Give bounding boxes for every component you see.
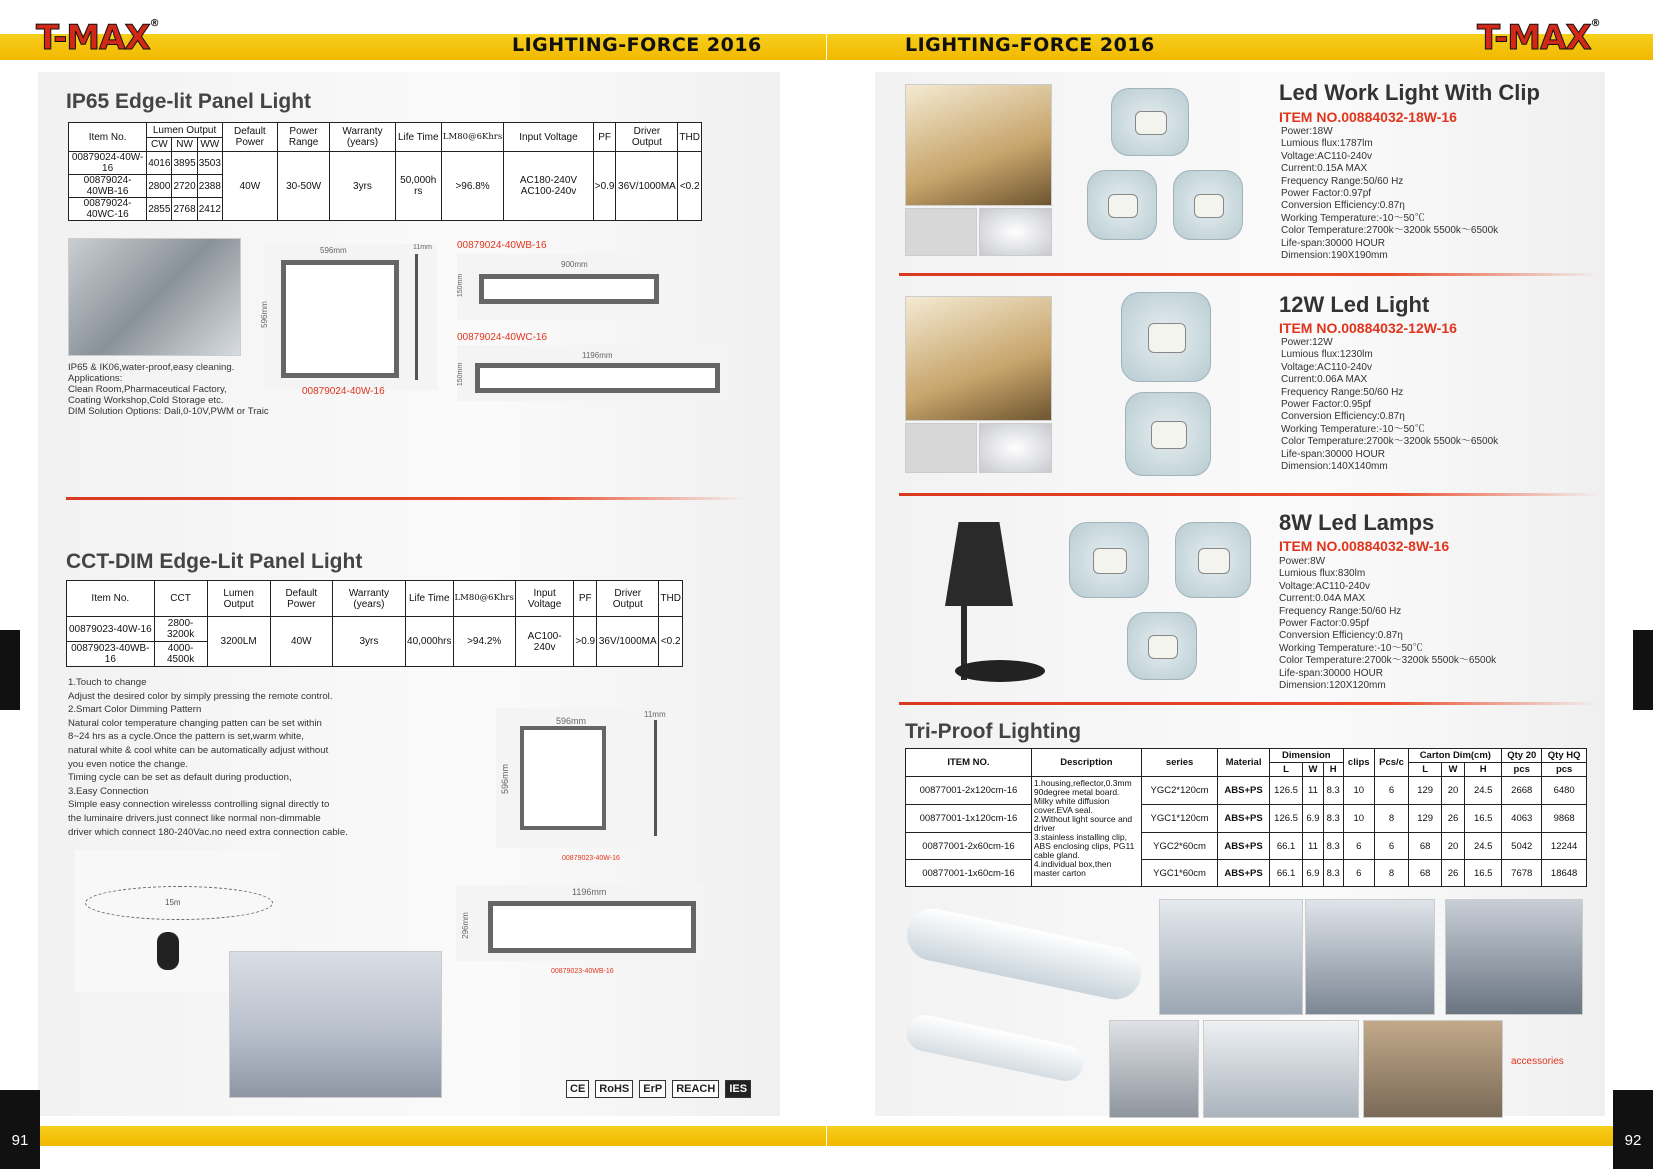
reach-mark: REACH — [672, 1080, 719, 1098]
footer-bar — [38, 1126, 826, 1146]
erp-mark: ErP — [639, 1080, 666, 1098]
cct-panel-drawing-wb: 1196mm 296mm — [456, 885, 704, 961]
tri-proof-inner-photo — [1203, 1020, 1359, 1118]
8w-title: 8W Led Lamps — [1279, 510, 1435, 535]
left-page — [0, 0, 826, 1169]
brand-logo: T-MAX® — [36, 18, 159, 58]
room-photo-12w — [905, 296, 1052, 421]
panel-label-40wc: 00879024-40WC-16 — [457, 332, 548, 343]
cct-description: 1.Touch to change Adjust the desired color by simply pressing the remote control. 2.Smart Color Dimming Pattern Natural color temperature changing patten can be set within 8~24 hrs as a cycle.Once the pattern is set,warm white, natural white & cool white can be automatically adjust without you even notice the change. Timing cycle can be set as default during production, 3.Easy Connection Simple easy connection wirelesss controlling signal directly to the luminaire drivers.just connect like normal non-dimmable driver which connect 180-240Vac.no need extra connection cable. — [68, 677, 348, 838]
spray-booth-photo — [68, 238, 241, 356]
header-title: LIGHTING-FORCE 2016 — [512, 34, 762, 56]
right-page — [827, 0, 1653, 1169]
ceiling-lamp-photo-12w — [979, 423, 1052, 473]
ce-mark: CE — [566, 1080, 589, 1098]
cct-spec-table: Item No. CCT Lumen Output Default Power Warranty (years) Life Time LM80@6Khrs Input Voltage PF Driver Output THD 00879023-40W-16 2800-3200k 3200LM 40W 3yrs 40,000hrs >94.2% AC100-240v >0.9 36V/1000MA <0.2 00879023-40WB-16 4000-4500k — [66, 580, 683, 667]
certification-logos — [566, 1076, 751, 1102]
tri-proof-table: ITEM NO. Description series Material Dimension clips Pcs/c Carton Dim(cm) Qty 20 Qty HQ L W H L W H pcs pcs 00877001-2x120cm-16 1.housing,reflector,0.3mm 90degree metal board. Milky white diffusion cover.EVA seal. 2.Without light source and driver 3.stainless installing clip, ABS enclosing clips, PG11 cable gland. 4.individual box,then master carton YGC2*120cm ABS+PS 126.5 11 8.3 10 6 129 20 24.5 2668 6480 00877001-1x120cm-16 YGC1*120cm ABS+PS 126.5 6.9 8.3 10 8 129 26 16.5 4063 9868 00877001-2x60cm-16 YGC2*60cm ABS+PS 66.1 11 8.3 6 6 68 20 24.5 5042 12244 00877001-1x60cm-16 YGC1*60cm ABS+PS 66.1 6.9 8.3 6 8 68 26 16.5 7678 18648 — [905, 748, 1587, 887]
side-tab — [0, 630, 20, 710]
led-module-8w-c — [1127, 612, 1197, 680]
panel-label-40wb: 00879024-40WB-16 — [457, 240, 547, 251]
cct-label-40wb: 00879023-40WB-16 — [551, 968, 614, 975]
work-light-item-no: ITEM NO.00884032-18W-16 — [1279, 109, 1457, 125]
hospital-room-photo — [229, 951, 442, 1098]
led-module-18w — [1111, 88, 1189, 156]
section-divider — [899, 493, 1599, 496]
ip65-spec-table: Item No. Lumen Output Default Power Power Range Warranty (years) Life Time LM80@6Khrs Input Voltage PF Driver Output THD CW NW WW 00879024-40W-16 4016 3895 3503 40W 30-50W 3yrs 50,000h rs >96.8% AC180-240V AC100-240v >0.9 36V/1000MA <0.2 00879024-40WB-16 2800 2720 2388 00879024-40WC-16 2855 2768 2412 — [68, 122, 702, 221]
ceiling-lamp-photo-18w — [979, 208, 1052, 256]
panel-drawing-wb: 900mm 150mm — [457, 254, 677, 320]
panel-drawing: 596mm 596mm 11mm — [265, 244, 437, 390]
cct-panel-drawing: 596mm 596mm 11mm — [496, 708, 680, 848]
wireless-diagram: 15m — [75, 850, 281, 992]
section-divider — [899, 702, 1599, 705]
led-module-12w — [1121, 292, 1211, 382]
tri-proof-end-cap-photo — [1109, 1020, 1199, 1118]
page-number-left: 91 — [0, 1090, 40, 1169]
work-light-title: Led Work Light With Clip — [1279, 80, 1540, 105]
room-photo-18w — [905, 84, 1052, 206]
brand-logo: T-MAX® — [1477, 18, 1600, 58]
wall-lamp-base — [955, 660, 1045, 682]
ip65-description: IP65 & IK06,water-proof,easy cleaning. Applications: Clean Room,Pharmaceutical Factory, Coating Workshop,Cold Storage etc. DIM Solution Options: Dali,0-10V,PWM or Traic — [68, 362, 269, 417]
cct-label-40w: 00879023-40W-16 — [562, 855, 620, 862]
section-divider — [899, 273, 1599, 276]
accessories-photo — [1363, 1020, 1503, 1118]
ies-mark: IES — [725, 1080, 751, 1098]
led-module-8w — [1069, 522, 1149, 598]
page-number-right: 92 — [1613, 1090, 1653, 1169]
tri-proof-title: Tri-Proof Lighting — [905, 720, 1082, 743]
tri-proof-description: 1.housing,reflector,0.3mm 90degree metal board. Milky white diffusion cover.EVA seal. 2.Without light source and driver 3.stainless installing clip, ABS enclosing clips, PG11 cable gland. 4.individual box,then master carton — [1031, 777, 1141, 887]
cct-title: CCT-DIM Edge-Lit Panel Light — [66, 550, 363, 573]
ip65-title: IP65 Edge-lit Panel Light — [66, 90, 312, 113]
tri-proof-photo-1 — [1159, 899, 1303, 1015]
accessories-label: accessories — [1511, 1056, 1564, 1067]
led-module-18w-b — [1087, 170, 1157, 240]
header-title: LIGHTING-FORCE 2016 — [905, 34, 1155, 56]
led-module-12w-b — [1125, 392, 1211, 476]
12w-title: 12W Led Light — [1279, 292, 1430, 317]
panel-photo-18w — [905, 208, 977, 256]
8w-specs: Power:8W Lumious flux:830lm Voltage:AC110-240v Current:0.04A MAX Frequency Range:50/60 Hz Power Factor:0.95pf Conversion Efficiency:0.87η Working Temperature:-10～50℃ Color Temperature:2700k～3200k 5500k～6500k Life-span:30000 HOUR Dimension:120X120mm — [1279, 556, 1497, 692]
led-module-8w-b — [1175, 522, 1251, 598]
panel-drawing-wc: 1196mm 150mm — [457, 345, 727, 401]
side-tab — [1633, 630, 1653, 710]
tri-proof-photo-2 — [1305, 899, 1435, 1015]
panel-photo-12w — [905, 423, 977, 473]
rohs-mark: RoHS — [595, 1080, 633, 1098]
panel-label-40w: 00879024-40W-16 — [302, 386, 385, 397]
footer-bar — [827, 1126, 1614, 1146]
12w-specs: Power:12W Lumious flux:1230lm Voltage:AC110-240v Current:0.06A MAX Frequency Range:50/60 Hz Power Factor:0.95pf Conversion Efficiency:0.87η Working Temperature:-10～50℃ Color Temperature:2700k～3200k 5500k～6500k Life-span:30000 HOUR Dimension:140X140mm — [1281, 337, 1499, 473]
led-module-18w-c — [1173, 170, 1243, 240]
section-divider — [66, 497, 746, 500]
12w-item-no: ITEM NO.00884032-12W-16 — [1279, 320, 1457, 336]
work-light-specs: Power:18W Lumious flux:1787lm Voltage:AC110-240v Current:0.15A MAX Frequency Range:50/60 Hz Power Factor:0.97pf Conversion Efficiency:0.87η Working Temperature:-10～50℃ Color Temperature:2700k～3200k 5500k～6500k Life-span:30000 HOUR Dimension:190X190mm — [1281, 126, 1499, 262]
tri-proof-photo-3 — [1445, 899, 1583, 1015]
8w-item-no: ITEM NO.00884032-8W-16 — [1279, 538, 1450, 554]
